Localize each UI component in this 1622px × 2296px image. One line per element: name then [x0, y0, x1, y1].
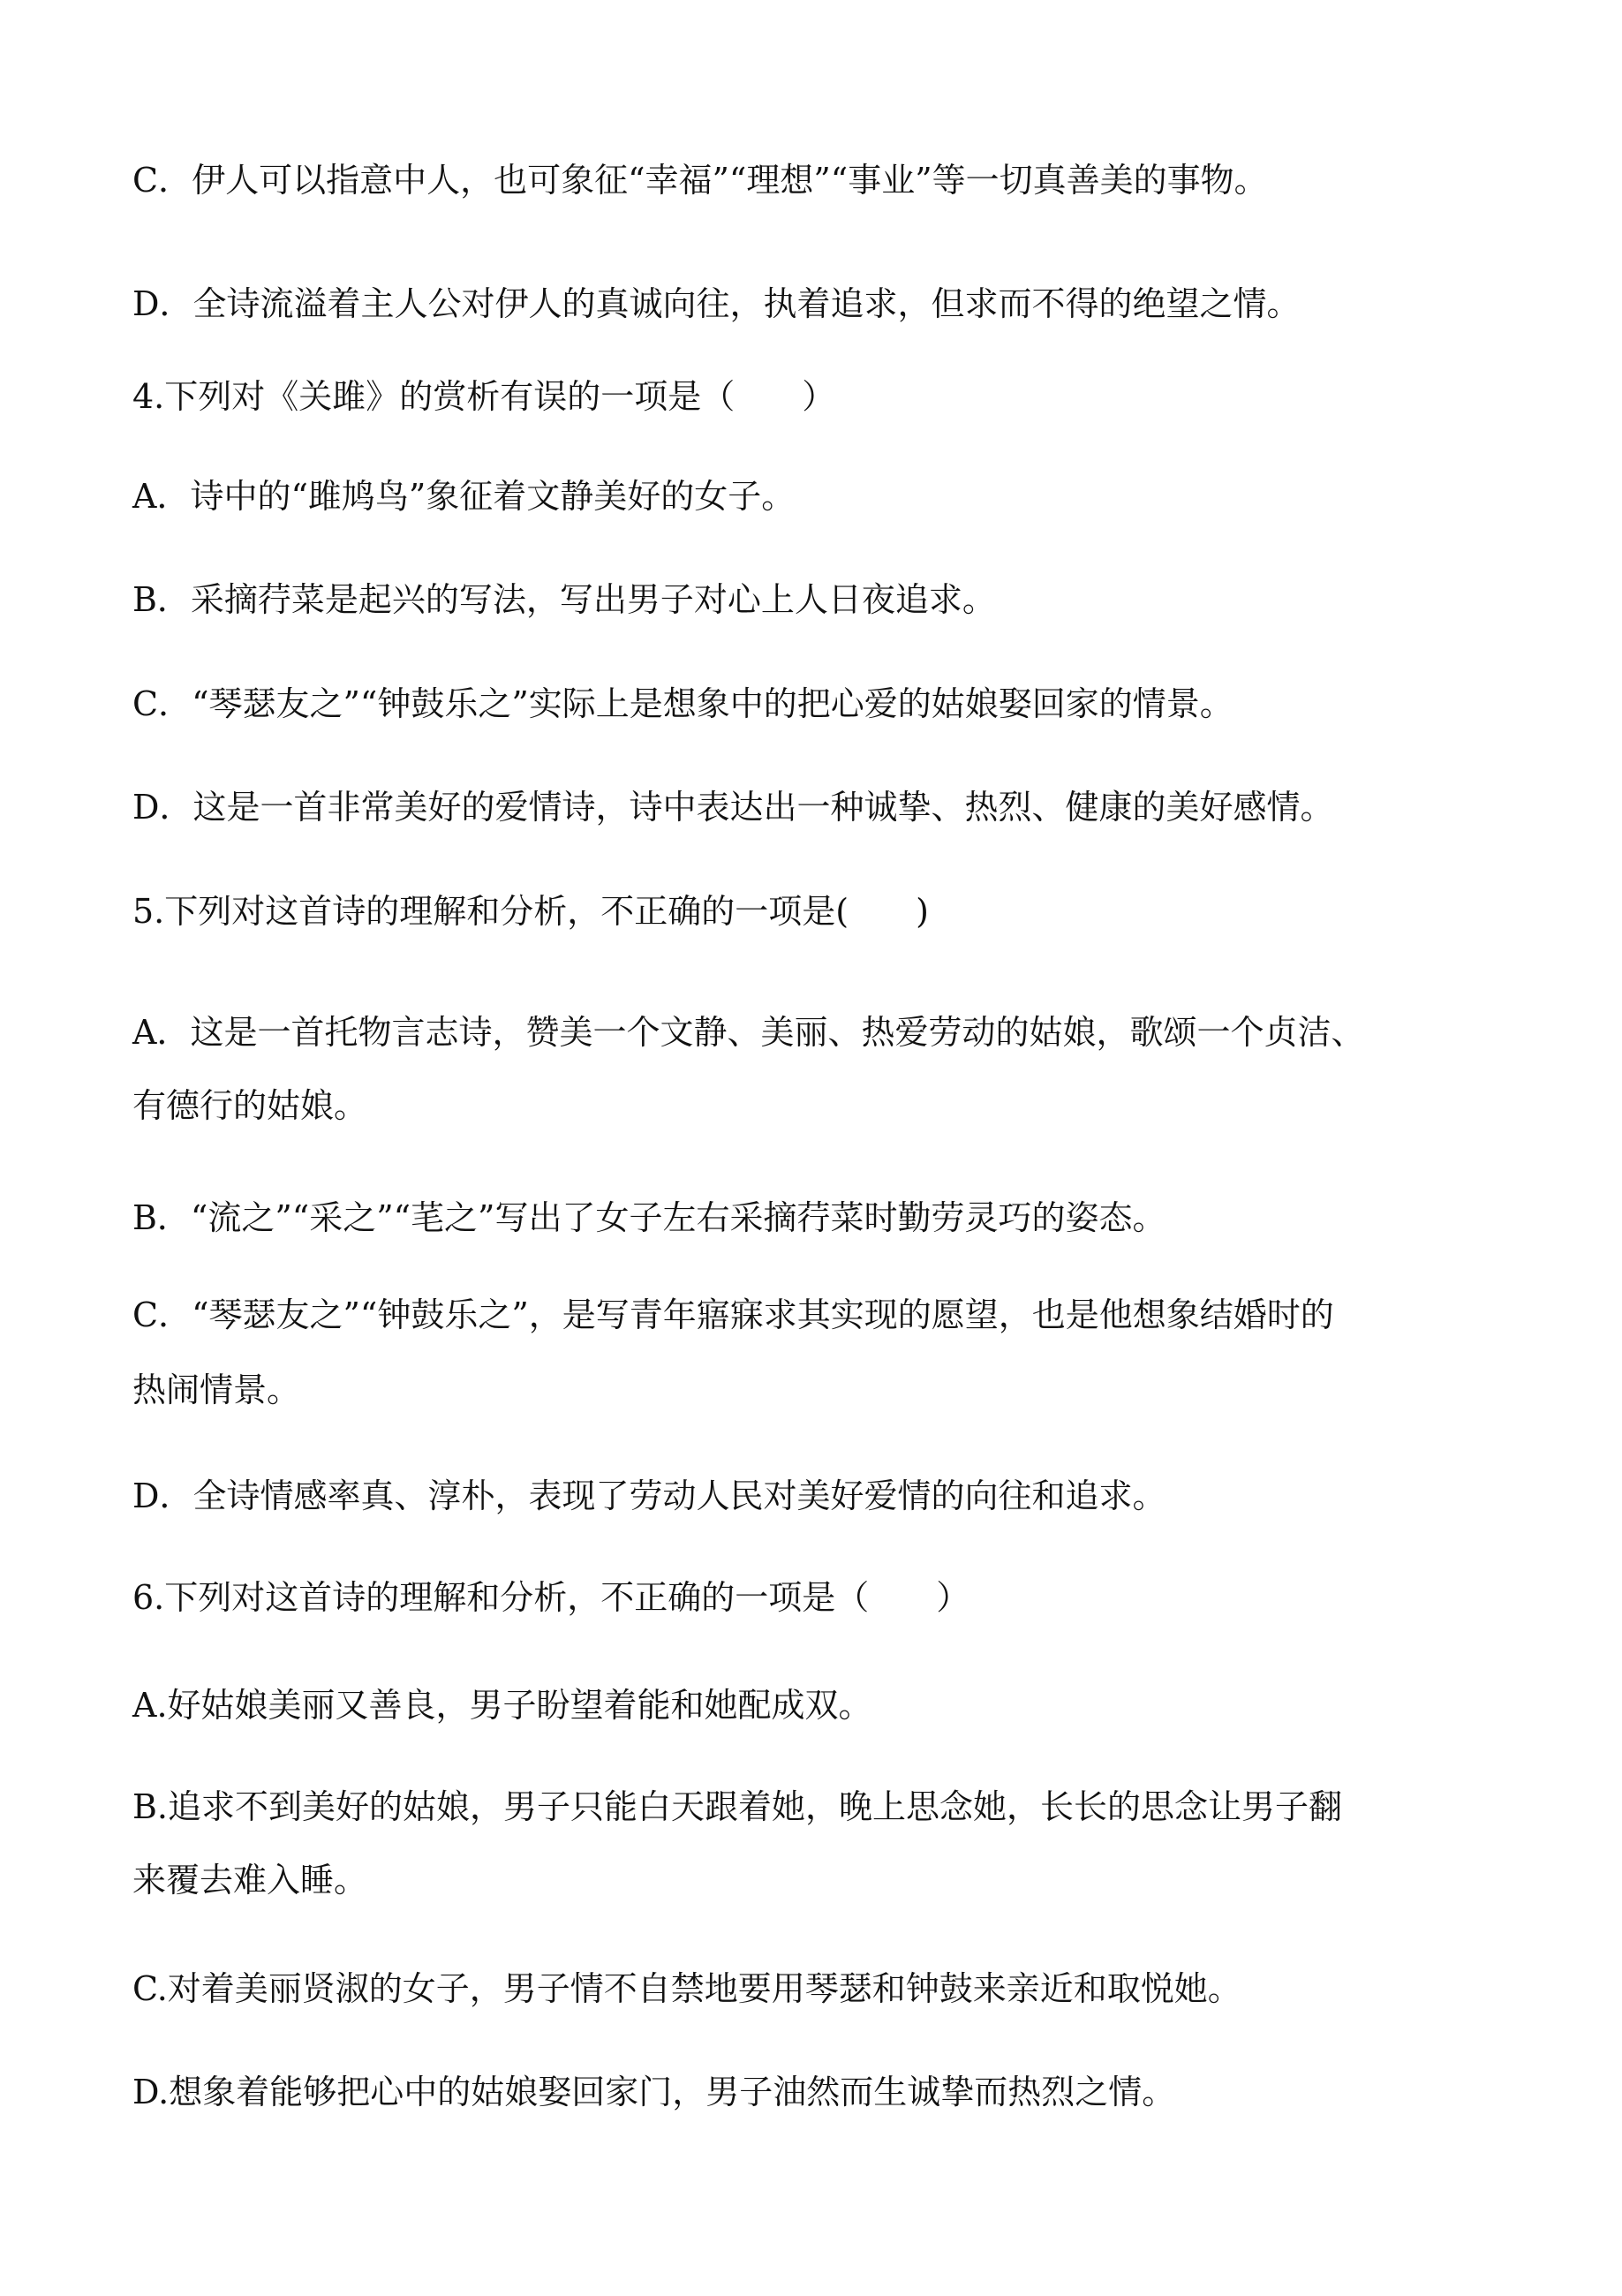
q6-stem: 6.下列对这首诗的理解和分析，不正确的一项是（ ） — [132, 1578, 970, 1617]
q5-option-a-line-2: 有德行的姑娘。 — [132, 1086, 368, 1125]
q6-option-c: C.对着美丽贤淑的女子，男子情不自禁地要用琴瑟和钟鼓来亲近和取悦她。 — [132, 1969, 1241, 2008]
q6-option-d: D.想象着能够把心中的姑娘娶回家门，男子油然而生诚挚而热烈之情。 — [132, 2073, 1176, 2111]
q6-option-b-line-2: 来覆去难入睡。 — [132, 1861, 368, 1899]
q4-option-b: B．采摘荇菜是起兴的写法，写出男子对心上人日夜追求。 — [132, 580, 996, 619]
q4-option-a: A．诗中的“雎鸠鸟”象征着文静美好的女子。 — [132, 477, 796, 516]
q4-option-d: D．这是一首非常美好的爱情诗，诗中表达出一种诚挚、热烈、健康的美好感情。 — [132, 788, 1334, 827]
q5-option-b: B．“流之”“采之”“芼之”写出了女子左右采摘荇菜时勤劳灵巧的姿态。 — [132, 1198, 1166, 1237]
q3-option-c: C．伊人可以指意中人，也可象征“幸福”“理想”“事业”等一切真善美的事物。 — [132, 161, 1268, 200]
q5-option-a-line-1: A．这是一首托物言志诗，赞美一个文静、美丽、热爱劳动的姑娘，歌颂一个贞洁、 — [132, 1013, 1365, 1052]
q6-option-a: A.好姑娘美丽又善良，男子盼望着能和她配成双。 — [132, 1686, 872, 1725]
q5-option-c-line-2: 热闹情景。 — [132, 1371, 301, 1409]
q3-option-d: D．全诗流溢着主人公对伊人的真诚向往，执着追求，但求而不得的绝望之情。 — [132, 284, 1301, 323]
q4-option-c: C．“琴瑟友之”“钟鼓乐之”实际上是想象中的把心爱的姑娘娶回家的情景。 — [132, 684, 1233, 723]
q6-option-b-line-1: B.追求不到美好的姑娘，男子只能白天跟着她，晚上思念她，长长的思念让男子翻 — [132, 1787, 1343, 1826]
q4-stem: 4.下列对《关雎》的赏析有误的一项是（ ） — [132, 377, 836, 416]
q5-stem: 5.下列对这首诗的理解和分析，不正确的一项是( ) — [132, 892, 929, 931]
q5-option-c-line-1: C．“琴瑟友之”“钟鼓乐之”，是写青年寤寐求其实现的愿望，也是他想象结婚时的 — [132, 1295, 1334, 1334]
q5-option-d: D．全诗情感率真、淳朴，表现了劳动人民对美好爱情的向往和追求。 — [132, 1477, 1166, 1515]
